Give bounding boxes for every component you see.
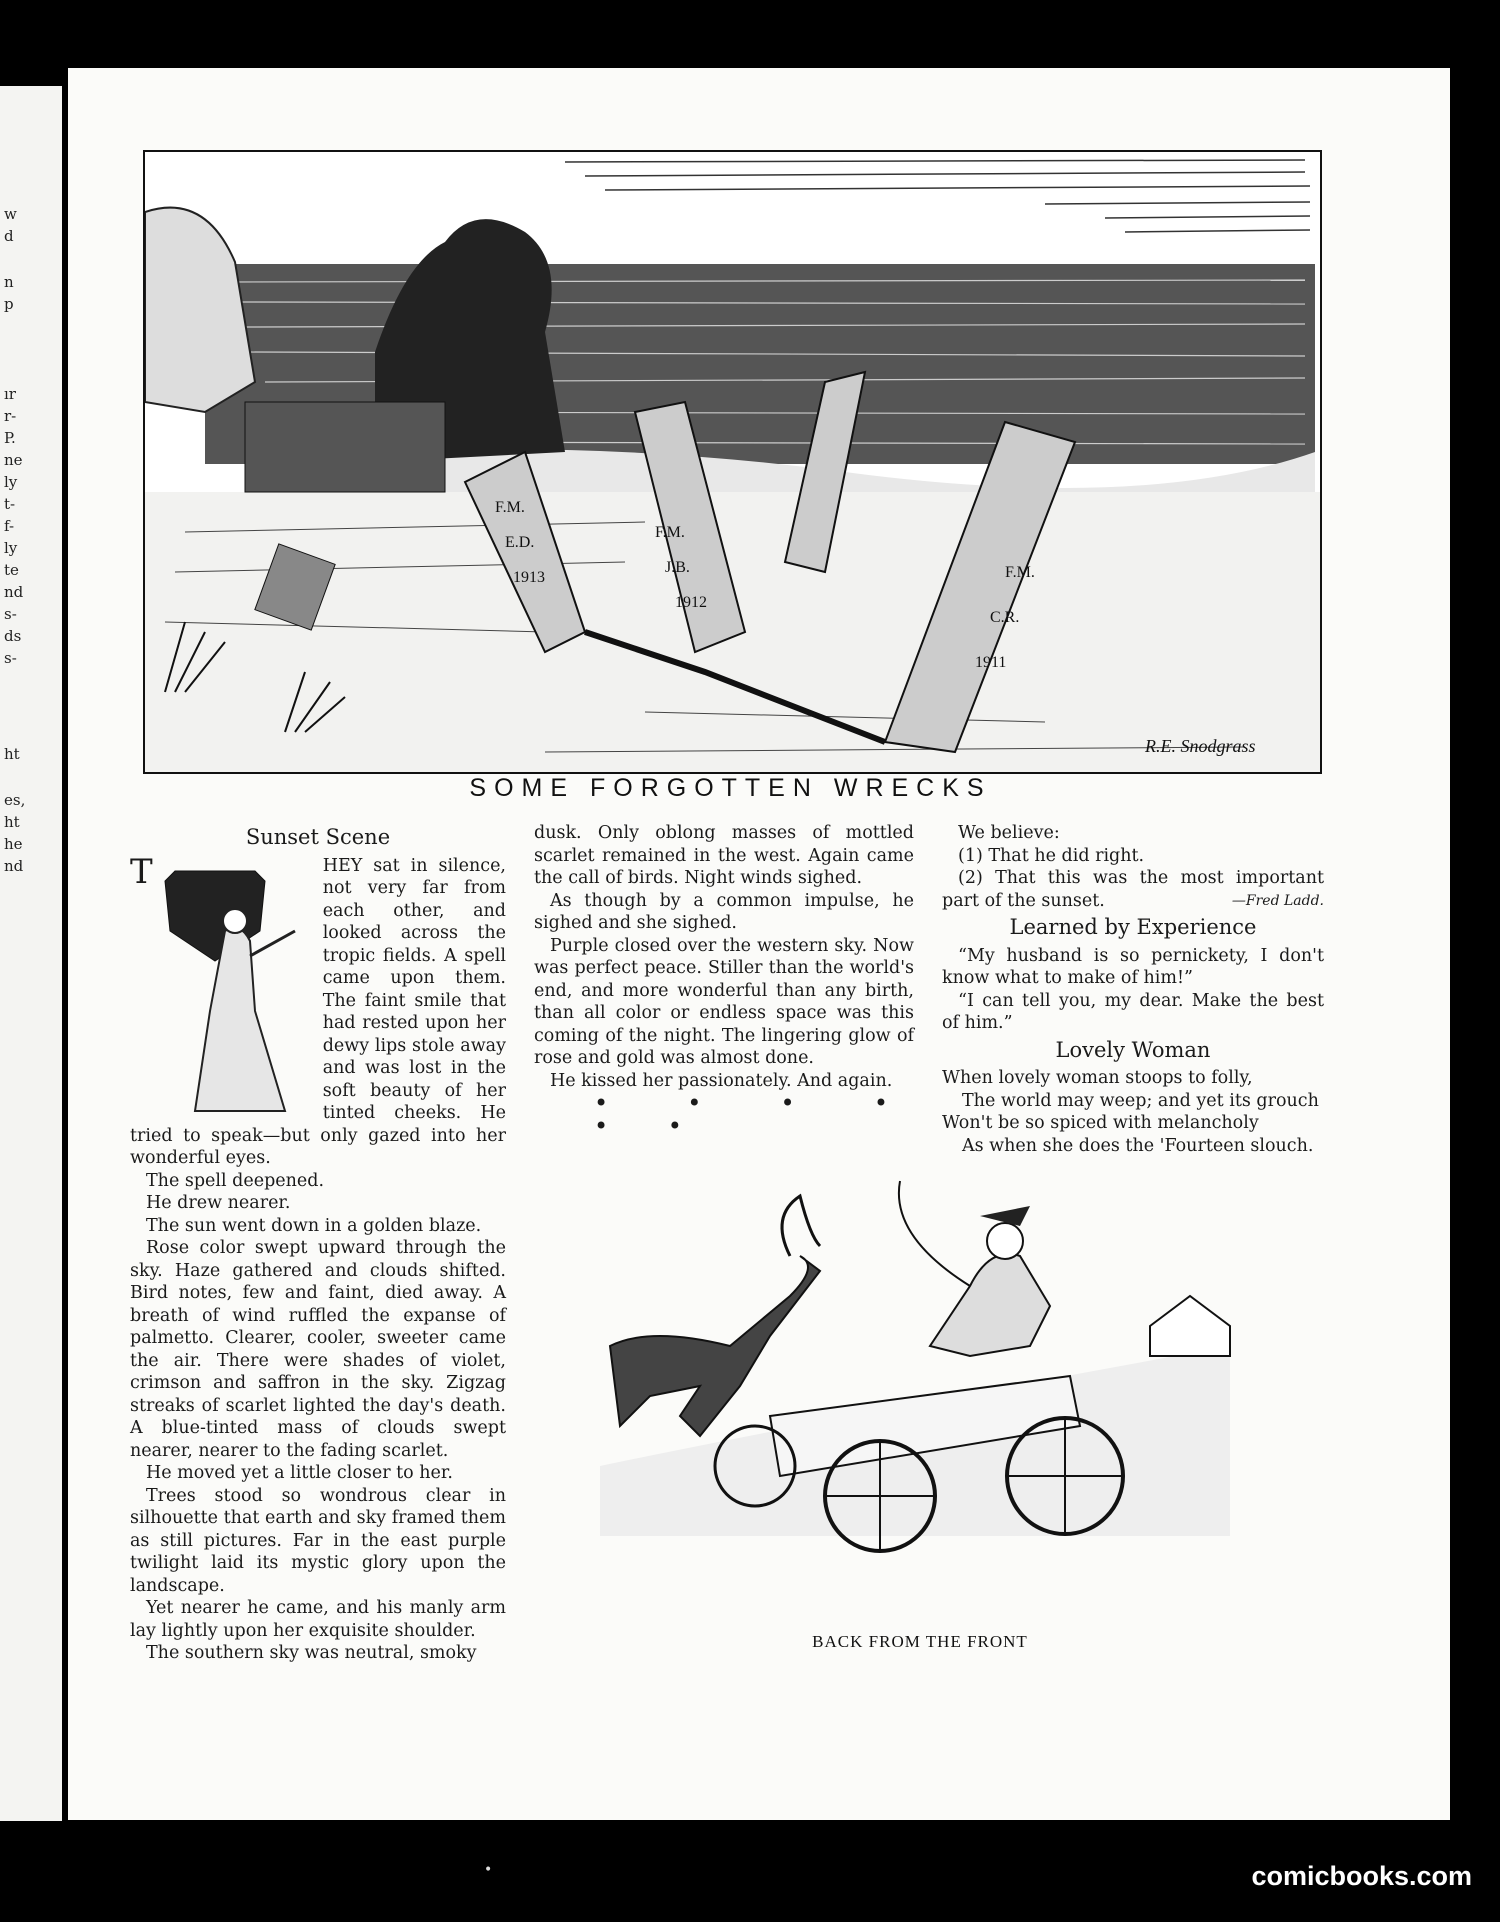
paragraph: He kissed her passionately. And again. xyxy=(550,1070,893,1091)
whip xyxy=(899,1181,970,1286)
paragraph: Rose color swept upward through the sky. Haze gathered and clouds shifted. Bird notes, few and faint, died away. A breath of wind ruffled the expanse of palmetto. Clearer, cooler, sweeter came the air. There were shades of violet, crimson and saffron in the sky. Zigzag streaks of scarlet lighted the day's death. A blue-tinted mass of clouds swept nearer, nearer to the fading scarlet. xyxy=(130,1238,506,1461)
farmer xyxy=(930,1254,1050,1356)
column-1 xyxy=(130,822,506,1665)
carving-text: F.M. xyxy=(1005,564,1035,581)
margin-fragment: ly xyxy=(4,539,18,557)
margin-fragment: ht xyxy=(4,813,20,831)
wreck-timber xyxy=(245,402,445,492)
paragraph: Purple closed over the western sky. Now was perfect peace. Stiller than the world's end, and more wonderful than any birth, than all color or endless space was this coming of the night. The lingering glow of rose and gold was almost done. xyxy=(534,935,914,1068)
paragraph: We believe: xyxy=(958,823,1060,843)
margin-fragment: ht xyxy=(4,745,20,763)
rock xyxy=(145,208,255,412)
margin-fragment: he xyxy=(4,835,23,853)
paragraph: (1) That he did right. xyxy=(958,845,1145,866)
margin-fragment: s- xyxy=(4,649,17,667)
paragraph: dusk. Only oblong masses of mottled scarlet remained in the west. Again came the call of birds. Night winds sighed. xyxy=(534,823,914,888)
margin-fragment: nd xyxy=(4,857,24,875)
margin-fragment: ds xyxy=(4,627,22,645)
paragraph: Trees stood so wondrous clear in silhouette that earth and sky framed them as still pictures. Far in the east purple twilight laid its mystic glory upon the landscape. xyxy=(130,1485,506,1596)
margin-fragment: ır xyxy=(4,385,16,403)
vignette-illustration xyxy=(155,861,315,1119)
carving-text: 1913 xyxy=(513,569,545,586)
column-2 xyxy=(534,822,914,1140)
author-signature: —Fred Ladd. xyxy=(1231,892,1324,909)
carving-text: J.B. xyxy=(665,559,690,576)
illustration-caption: SOME FORGOTTEN WRECKS xyxy=(469,774,992,802)
paragraph: He drew nearer. xyxy=(146,1193,291,1213)
margin-fragment: ly xyxy=(4,473,18,491)
margin-fragment: f- xyxy=(4,517,15,535)
paragraph-text: (2) That this was the most important part of the sunset. xyxy=(942,868,1324,911)
margin-fragment: s- xyxy=(4,605,17,623)
carving-text: C.R. xyxy=(990,609,1020,626)
article-title: Lovely Woman xyxy=(1055,1037,1211,1062)
left-page-edge xyxy=(0,86,62,1821)
illustration-forgotten-wrecks xyxy=(143,150,1322,774)
paragraph: Yet nearer he came, and his manly arm lay lightly upon her exquisite shoulder. xyxy=(130,1598,506,1641)
margin-fragment: d xyxy=(4,227,14,245)
margin-fragment: P. xyxy=(4,429,16,447)
artist-signature: R.E. Snodgrass xyxy=(1145,736,1256,756)
paragraph: As though by a common impulse, he sighed and she sighed. xyxy=(534,890,914,933)
section-dots: • • • • • • xyxy=(594,1089,914,1140)
paragraph: The sun went down in a golden blaze. xyxy=(146,1215,482,1236)
margin-fragment: t- xyxy=(4,495,16,513)
margin-fragment: r- xyxy=(4,407,17,425)
horse-tail xyxy=(782,1196,820,1256)
paragraph: The spell deepened. xyxy=(146,1170,325,1191)
carving-text: E.D. xyxy=(505,534,535,551)
paragraph: He moved yet a little closer to her. xyxy=(146,1463,453,1483)
carving-text: 1912 xyxy=(675,594,707,611)
horse xyxy=(610,1256,820,1436)
paragraph: HEY sat in silence, not very far from each other, and looked across the tropic fields. A spell came upon them. The faint smile that had rested upon her dewy lips stole away and was lost in the soft beauty of her tinted cheeks. He tried to speak—but only gazed into her wonderful eyes. xyxy=(130,855,506,1168)
page-mark: • xyxy=(484,1862,493,1878)
margin-fragment: nd xyxy=(4,583,24,601)
poem-line: As when she does the 'Fourteen slouch. xyxy=(962,1135,1314,1156)
carving-text: F.M. xyxy=(655,524,685,541)
illustration-caption: BACK FROM THE FRONT xyxy=(812,1632,1028,1651)
carving-text: F.M. xyxy=(495,499,525,516)
article-title: Sunset Scene xyxy=(245,825,391,849)
poem-line: Won't be so spiced with melancholy xyxy=(942,1113,1259,1133)
watermark: comicbooks.com xyxy=(1251,1861,1472,1891)
paragraph xyxy=(942,867,1324,912)
margin-fragment: w xyxy=(4,205,17,223)
poem xyxy=(942,1067,1324,1157)
farmhouse xyxy=(1150,1296,1230,1356)
margin-fragment: es, xyxy=(4,791,26,809)
article-title: Learned by Experience xyxy=(1009,915,1257,939)
margin-fragment: p xyxy=(4,295,14,313)
drop-cap: T xyxy=(130,851,153,892)
margin-fragment: n xyxy=(4,273,14,291)
carving-text: 1911 xyxy=(975,654,1007,671)
poem-line: When lovely woman stoops to folly, xyxy=(942,1068,1253,1088)
column-3 xyxy=(942,822,1324,1157)
poem-line: The world may weep; and yet its grouch xyxy=(962,1090,1319,1111)
illustration-back-from-the-front xyxy=(590,1176,1250,1636)
paragraph: “My husband is so pernickety, I don't know what to make of him!” xyxy=(942,945,1324,988)
margin-fragment: te xyxy=(4,561,19,579)
paragraph: “I can tell you, my dear. Make the best of him.” xyxy=(942,990,1324,1033)
margin-fragment: ne xyxy=(4,451,23,469)
paragraph: The southern sky was neutral, smoky xyxy=(146,1643,477,1663)
sky-hatching xyxy=(565,160,1310,232)
